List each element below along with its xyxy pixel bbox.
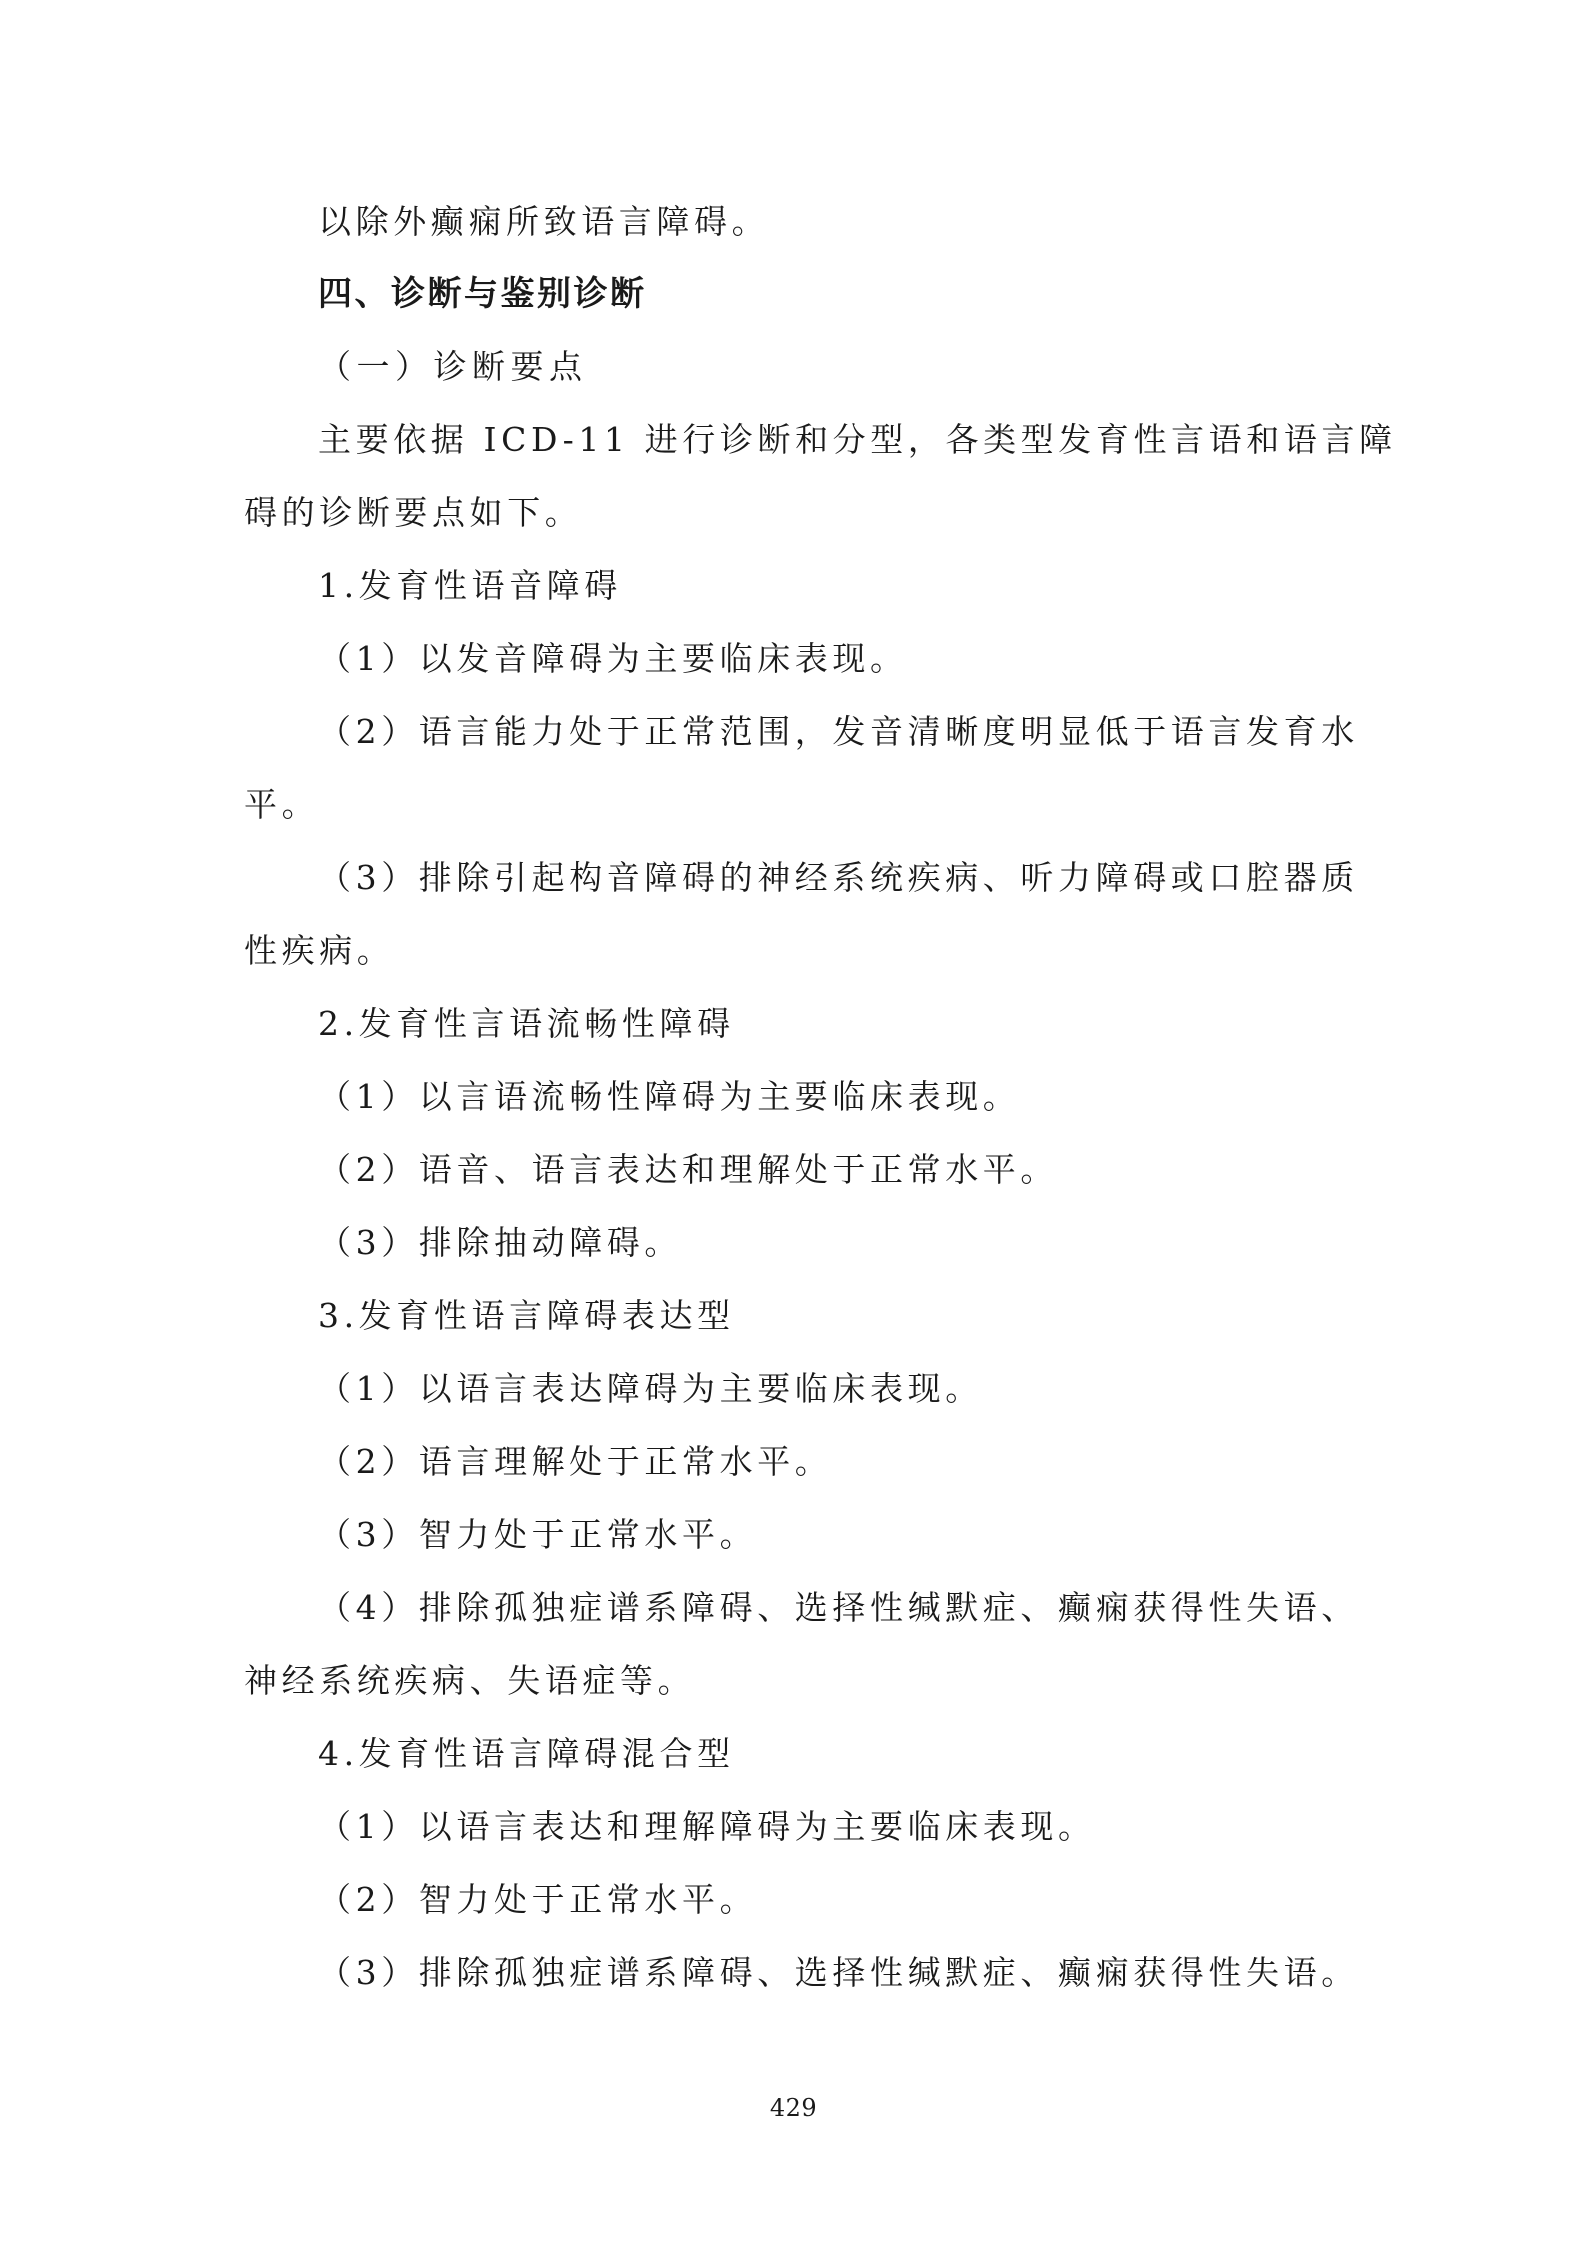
section-heading: 四、诊断与鉴别诊断 (318, 274, 647, 314)
list-item: （3）排除孤独症谱系障碍、选择性缄默症、癫痫获得性失语。 (318, 1953, 1359, 1992)
list-item-continuation: 性疾病。 (244, 931, 395, 970)
list-item: （3）排除抽动障碍。 (318, 1223, 682, 1262)
list-item: （2）语音、语言表达和理解处于正常水平。 (318, 1150, 1058, 1189)
subsection-heading: （一）诊断要点 (318, 347, 588, 386)
item-heading: 3.发育性语言障碍表达型 (318, 1296, 735, 1335)
item-heading: 4.发育性语言障碍混合型 (318, 1734, 735, 1773)
list-item: （1）以语言表达障碍为主要临床表现。 (318, 1369, 983, 1408)
paragraph-line: 碍的诊断要点如下。 (244, 493, 583, 532)
list-item-continuation: 平。 (244, 785, 320, 824)
paragraph-continuation: 以除外癫痫所致语言障碍。 (318, 202, 770, 241)
list-item: （3）智力处于正常水平。 (318, 1515, 758, 1554)
list-item: （1）以语言表达和理解障碍为主要临床表现。 (318, 1807, 1096, 1846)
list-item: （2）智力处于正常水平。 (318, 1880, 758, 1919)
page-number: 429 (769, 2094, 818, 2122)
paragraph-line: 主要依据 ICD-11 进行诊断和分型，各类型发育性言语和语言障 (318, 420, 1397, 459)
list-item: （1）以发音障碍为主要临床表现。 (318, 639, 908, 678)
list-item: （1）以言语流畅性障碍为主要临床表现。 (318, 1077, 1021, 1116)
list-item: （4）排除孤独症谱系障碍、选择性缄默症、癫痫获得性失语、 (318, 1588, 1359, 1627)
item-heading: 1.发育性语音障碍 (318, 566, 622, 605)
item-heading: 2.发育性言语流畅性障碍 (318, 1004, 735, 1043)
list-item: （2）语言理解处于正常水平。 (318, 1442, 833, 1481)
list-item-continuation: 神经系统疾病、失语症等。 (244, 1661, 696, 1700)
list-item: （2）语言能力处于正常范围，发音清晰度明显低于语言发育水 (318, 712, 1359, 751)
list-item: （3）排除引起构音障碍的神经系统疾病、听力障碍或口腔器质 (318, 858, 1359, 897)
